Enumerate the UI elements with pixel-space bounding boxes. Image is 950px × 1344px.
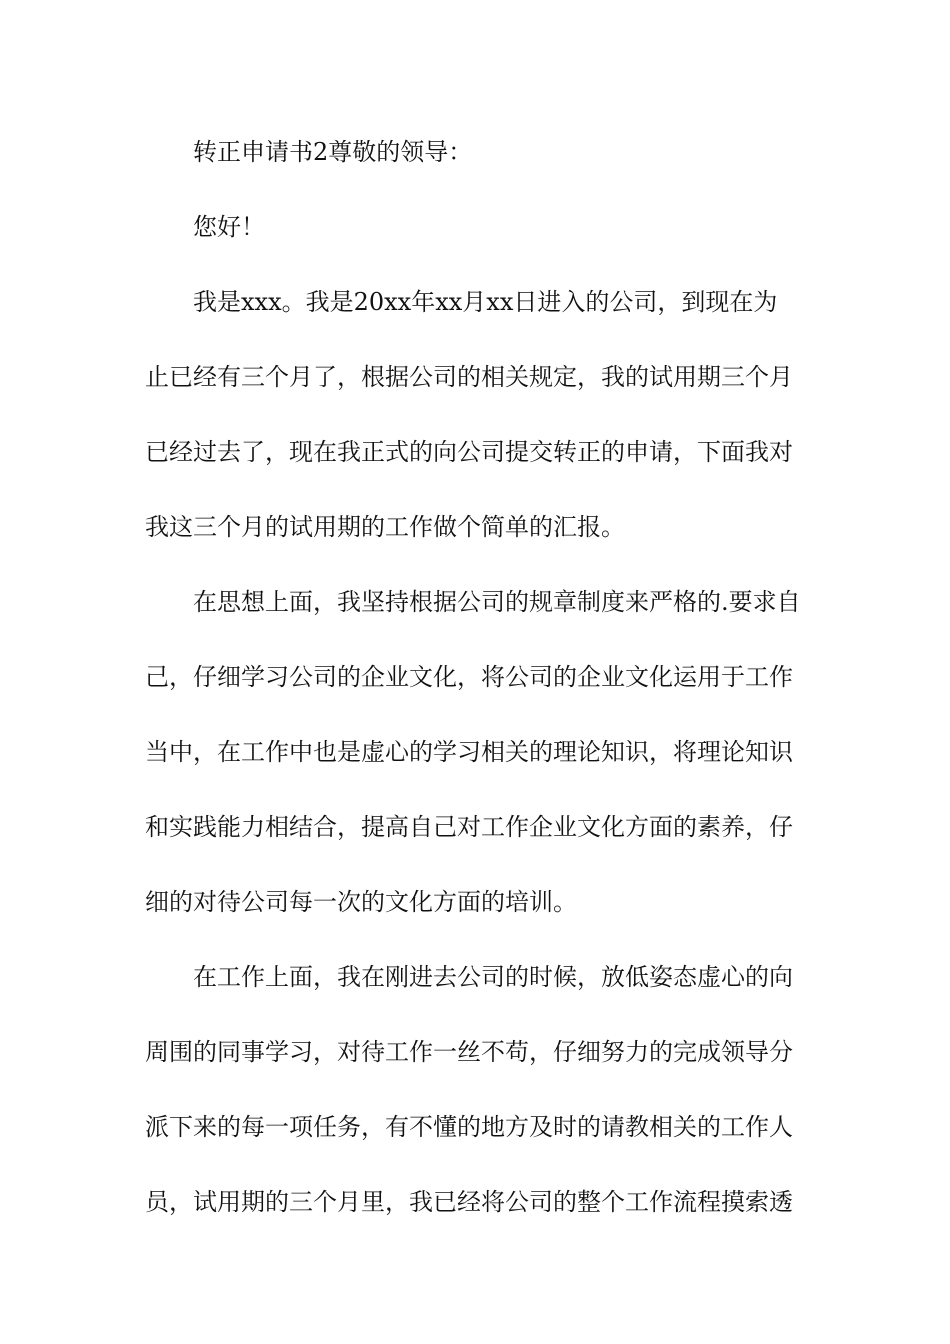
paragraph-3-line-1: 在工作上面，我在刚进去公司的时候，放低姿态虚心的向 bbox=[193, 963, 793, 991]
paragraph-1-line-2: 止已经有三个月了，根据公司的相关规定，我的试用期三个月 bbox=[145, 363, 793, 391]
paragraph-3-line-3: 派下来的每一项任务，有不懂的地方及时的请教相关的工作人 bbox=[145, 1113, 793, 1141]
paragraph-1-line-4: 我这三个月的试用期的工作做个简单的汇报。 bbox=[145, 513, 625, 541]
paragraph-2-line-5: 细的对待公司每一次的文化方面的培训。 bbox=[145, 888, 577, 916]
paragraph-2-line-4: 和实践能力相结合，提高自己对工作企业文化方面的素养，仔 bbox=[145, 813, 793, 841]
paragraph-2-line-1: 在思想上面，我坚持根据公司的规章制度来严格的.要求自 bbox=[193, 588, 801, 616]
paragraph-3-line-2: 周围的同事学习，对待工作一丝不苟，仔细努力的完成领导分 bbox=[145, 1038, 793, 1066]
paragraph-2-line-3: 当中，在工作中也是虚心的学习相关的理论知识，将理论知识 bbox=[145, 738, 793, 766]
paragraph-2-line-2: 己，仔细学习公司的企业文化，将公司的企业文化运用于工作 bbox=[145, 663, 793, 691]
paragraph-1-line-1: 我是xxx。我是20xx年xx月xx日进入的公司，到现在为 bbox=[193, 288, 778, 316]
paragraph-1-line-3: 已经过去了，现在我正式的向公司提交转正的申请，下面我对 bbox=[145, 438, 793, 466]
salutation: 您好！ bbox=[193, 213, 265, 241]
greeting-heading: 转正申请书2尊敬的领导： bbox=[193, 138, 473, 166]
paragraph-3-line-4: 员，试用期的三个月里，我已经将公司的整个工作流程摸索透 bbox=[145, 1188, 793, 1216]
